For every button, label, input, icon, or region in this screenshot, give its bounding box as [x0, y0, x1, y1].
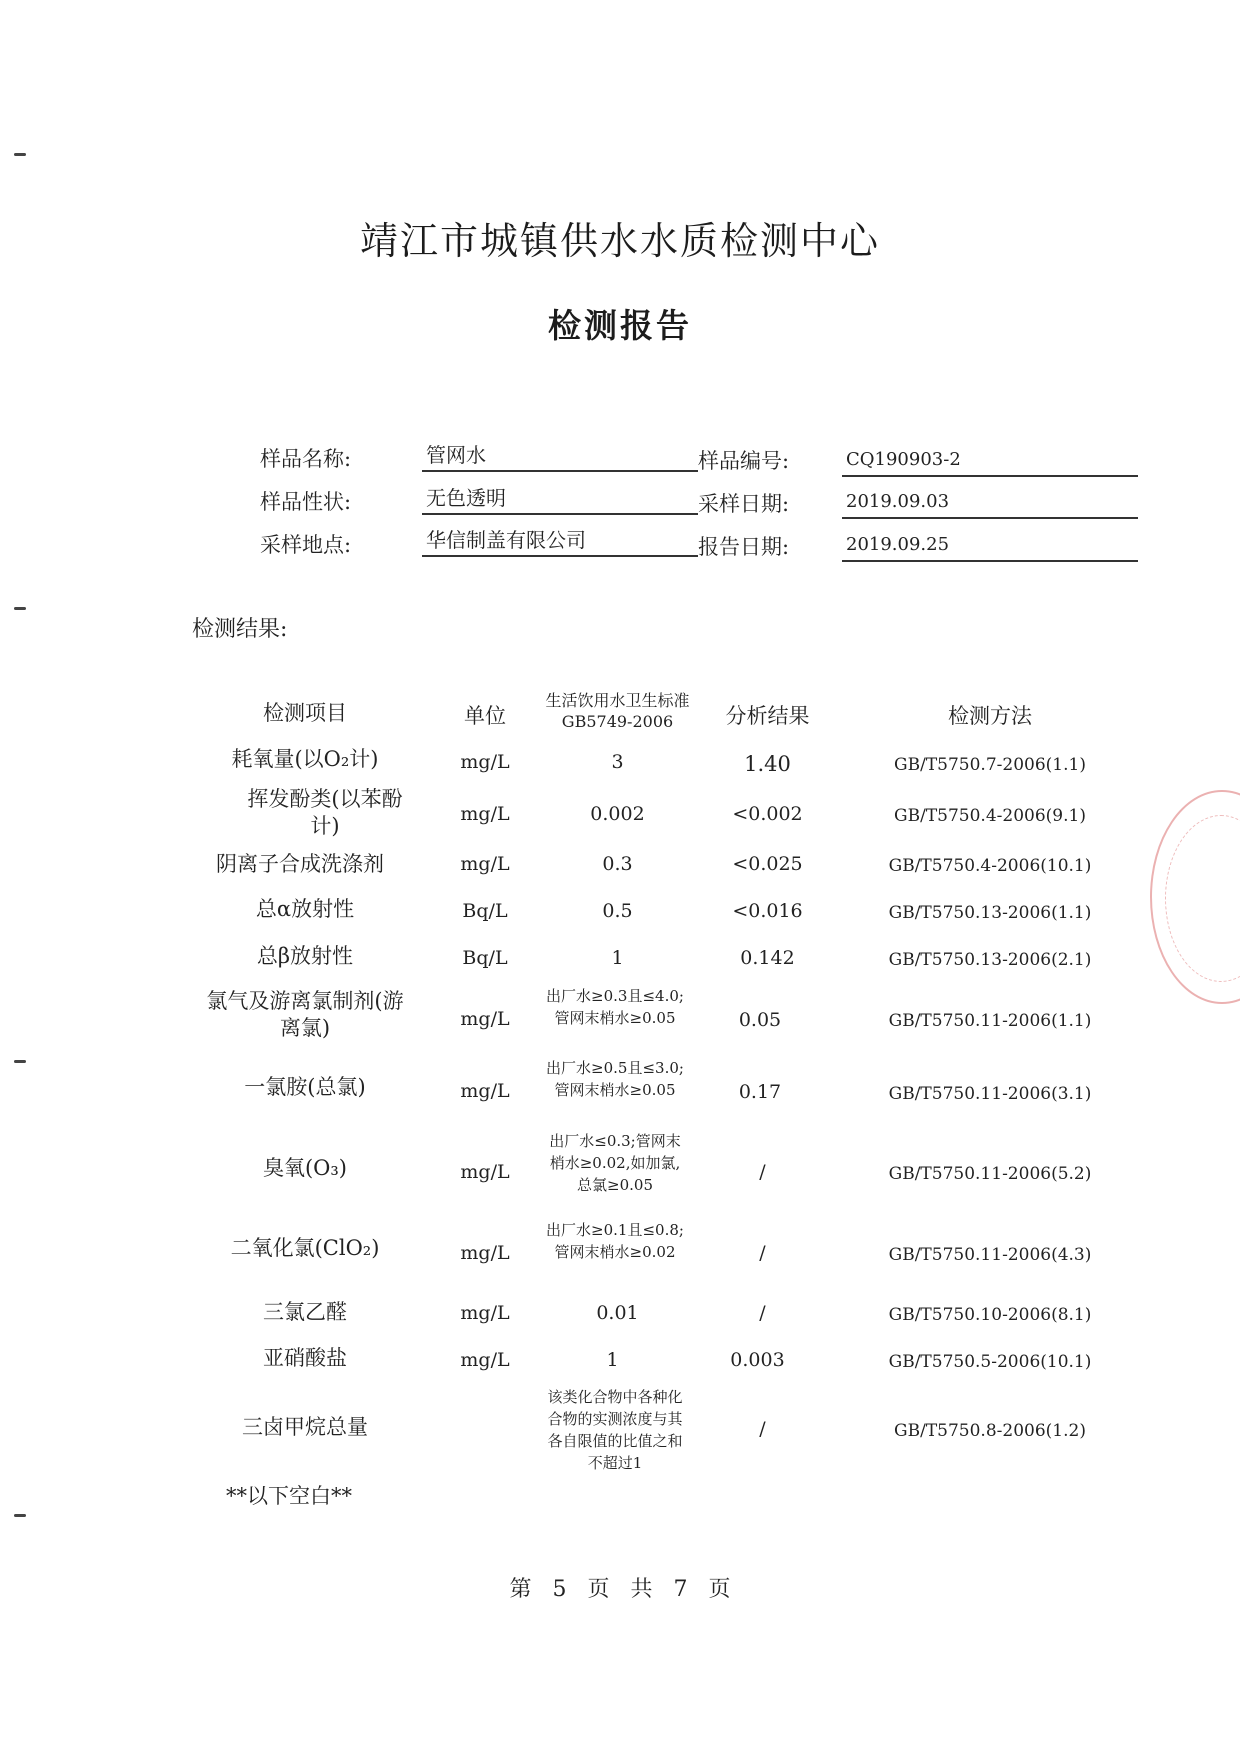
- row-unit: mg/L: [460, 1080, 510, 1102]
- header-result: 分析结果: [725, 704, 810, 728]
- row-method: GB/T5750.8-2006(1.2): [894, 1421, 1086, 1441]
- row-unit: Bq/L: [462, 947, 508, 969]
- end-of-content-note: **以下空白**: [226, 1484, 352, 1508]
- row-name: 二氧化氯(ClO₂): [230, 1236, 380, 1260]
- org-title: 靖江市城镇供水水质检测中心: [359, 219, 880, 263]
- row-method: GB/T5750.13-2006(2.1): [888, 950, 1092, 970]
- header-unit: 单位: [464, 704, 506, 728]
- row-unit: mg/L: [460, 1008, 510, 1030]
- row-name: 总α放射性: [255, 897, 355, 921]
- sample-state-value: 无色透明: [422, 485, 698, 515]
- row-unit: mg/L: [460, 1161, 510, 1183]
- row-result: 0.17: [738, 1081, 782, 1103]
- sample-name-label: 样品名称:: [260, 447, 352, 471]
- report-date-value: 2019.09.25: [842, 532, 1138, 562]
- row-method: GB/T5750.11-2006(4.3): [888, 1245, 1092, 1265]
- scan-speck: [14, 607, 26, 610]
- row-result: <0.002: [732, 803, 803, 825]
- row-standard: 出厂水≥0.3且≤4.0;管网末梢水≥0.05: [546, 987, 684, 1027]
- row-name: 亚硝酸盐: [263, 1346, 347, 1370]
- page-number: 第 5 页 共 7 页: [509, 1577, 731, 1602]
- scan-speck: [14, 153, 26, 156]
- sampling-date-label: 采样日期:: [698, 492, 790, 516]
- header-standard: 生活饮用水卫生标准GB5749-2006: [545, 691, 690, 731]
- report-date-label: 报告日期:: [698, 535, 790, 559]
- row-unit: mg/L: [460, 853, 510, 875]
- row-name: 氯气及游离氯制剂(游离氯): [206, 989, 404, 1040]
- row-result: <0.016: [732, 900, 803, 922]
- row-standard: 出厂水≤0.3;管网末梢水≥0.02,如加氯,总氯≥0.05: [549, 1132, 681, 1194]
- scan-speck: [14, 1060, 26, 1063]
- row-unit: mg/L: [460, 751, 510, 773]
- row-standard: 0.5: [602, 900, 633, 922]
- row-standard: 0.3: [602, 853, 633, 875]
- row-result: /: [759, 1242, 766, 1264]
- row-unit: mg/L: [460, 803, 510, 825]
- report-title: 检测报告: [548, 306, 692, 345]
- header-method: 检测方法: [948, 704, 1032, 728]
- row-method: GB/T5750.11-2006(1.1): [888, 1011, 1092, 1031]
- row-standard: 0.01: [596, 1302, 639, 1324]
- row-result: /: [759, 1302, 766, 1324]
- row-method: GB/T5750.5-2006(10.1): [888, 1352, 1092, 1372]
- row-name: 耗氧量(以O₂计): [231, 747, 379, 771]
- row-standard: 3: [611, 751, 624, 773]
- row-method: GB/T5750.7-2006(1.1): [894, 755, 1086, 775]
- scan-speck: [14, 1514, 26, 1517]
- row-unit: mg/L: [460, 1302, 510, 1324]
- row-result: 0.003: [730, 1349, 785, 1371]
- row-unit: mg/L: [460, 1242, 510, 1264]
- row-standard: 1: [606, 1349, 619, 1371]
- row-standard: 该类化合物中各种化合物的实测浓度与其各自限值的比值之和不超过1: [547, 1388, 683, 1472]
- row-standard: 1: [611, 947, 624, 969]
- sampling-place-value: 华信制盖有限公司: [422, 527, 698, 557]
- sample-name-value: 管网水: [422, 442, 698, 472]
- row-name: 阴离子合成洗涤剂: [216, 852, 384, 876]
- row-result: /: [759, 1418, 766, 1440]
- row-result: <0.025: [732, 853, 803, 875]
- row-standard: 0.002: [590, 803, 645, 825]
- sample-no-label: 样品编号:: [698, 449, 790, 473]
- row-method: GB/T5750.11-2006(5.2): [888, 1164, 1092, 1184]
- row-standard: 出厂水≥0.5且≤3.0;管网末梢水≥0.05: [546, 1059, 684, 1099]
- row-method: GB/T5750.4-2006(9.1): [894, 806, 1086, 826]
- row-result: 0.142: [740, 947, 795, 969]
- results-label: 检测结果:: [192, 617, 288, 642]
- row-name: 臭氧(O₃): [262, 1156, 348, 1180]
- row-method: GB/T5750.13-2006(1.1): [888, 903, 1092, 923]
- row-method: GB/T5750.10-2006(8.1): [888, 1305, 1092, 1325]
- row-method: GB/T5750.4-2006(10.1): [888, 856, 1092, 876]
- row-name: 三卤甲烷总量: [242, 1415, 368, 1439]
- row-result: /: [759, 1161, 766, 1183]
- row-name: 一氯胺(总氯): [244, 1075, 366, 1099]
- sample-state-label: 样品性状:: [260, 490, 352, 514]
- sample-no-value: CQ190903-2: [842, 447, 1138, 477]
- row-method: GB/T5750.11-2006(3.1): [888, 1084, 1092, 1104]
- row-result: 1.40: [744, 752, 791, 776]
- row-name: 挥发酚类(以苯酚计): [247, 787, 403, 838]
- row-result: 0.05: [738, 1009, 782, 1031]
- row-unit: mg/L: [460, 1349, 510, 1371]
- row-name: 三氯乙醛: [263, 1300, 347, 1324]
- row-standard: 出厂水≥0.1且≤0.8;管网末梢水≥0.02: [546, 1221, 684, 1261]
- sampling-date-value: 2019.09.03: [842, 489, 1138, 519]
- header-item: 检测项目: [263, 701, 347, 725]
- sampling-place-label: 采样地点:: [260, 533, 352, 557]
- row-name: 总β放射性: [256, 944, 354, 968]
- row-unit: Bq/L: [462, 900, 508, 922]
